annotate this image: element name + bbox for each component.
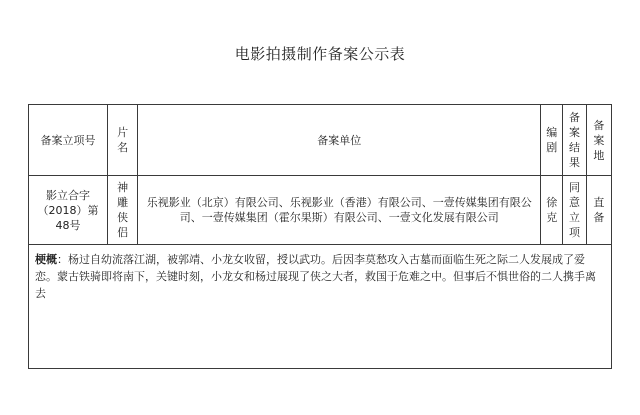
table-row [29,176,612,245]
header-location: 备案地 [586,105,611,176]
header-filing-unit: 备案单位 [138,105,541,176]
header-row [29,105,612,176]
cell-screenwriter: 徐克 [541,176,563,245]
synopsis-row [29,245,612,369]
filing-table [28,104,612,369]
header-result: 备案结果 [563,105,586,176]
synopsis-label: 梗概 [35,253,57,266]
synopsis-cell [29,245,612,369]
cell-result: 同意立项 [563,176,586,245]
cell-location: 直备 [586,176,611,245]
header-record-no: 备案立项号 [29,105,108,176]
cell-record-no: 影立合字（2018）第48号 [29,176,108,245]
synopsis-paragraph [35,251,605,302]
page-title: 电影拍摄制作备案公示表 [234,45,406,63]
header-film-name: 片名 [107,105,137,176]
synopsis-separator: ： [57,253,68,266]
header-screenwriter: 编剧 [541,105,563,176]
cell-film-name: 神雕侠侣 [107,176,137,245]
synopsis-text: 杨过自幼流落江湖，被郭靖、小龙女收留，授以武功。后因李莫愁攻入古墓而面临生死之际二人发展成了爱恋。蒙古铁骑即将南下，关键时刻，小龙女和杨过展现了侠之大者，救国于危难之中。但事后不惧世俗的二人携手离去 [35,253,596,300]
cell-filing-unit: 乐视影业（北京）有限公司、乐视影业（香港）有限公司、一壹传媒集团有限公司、一壹传媒集团（霍尔果斯）有限公司、一壹文化发展有限公司 [138,176,541,245]
